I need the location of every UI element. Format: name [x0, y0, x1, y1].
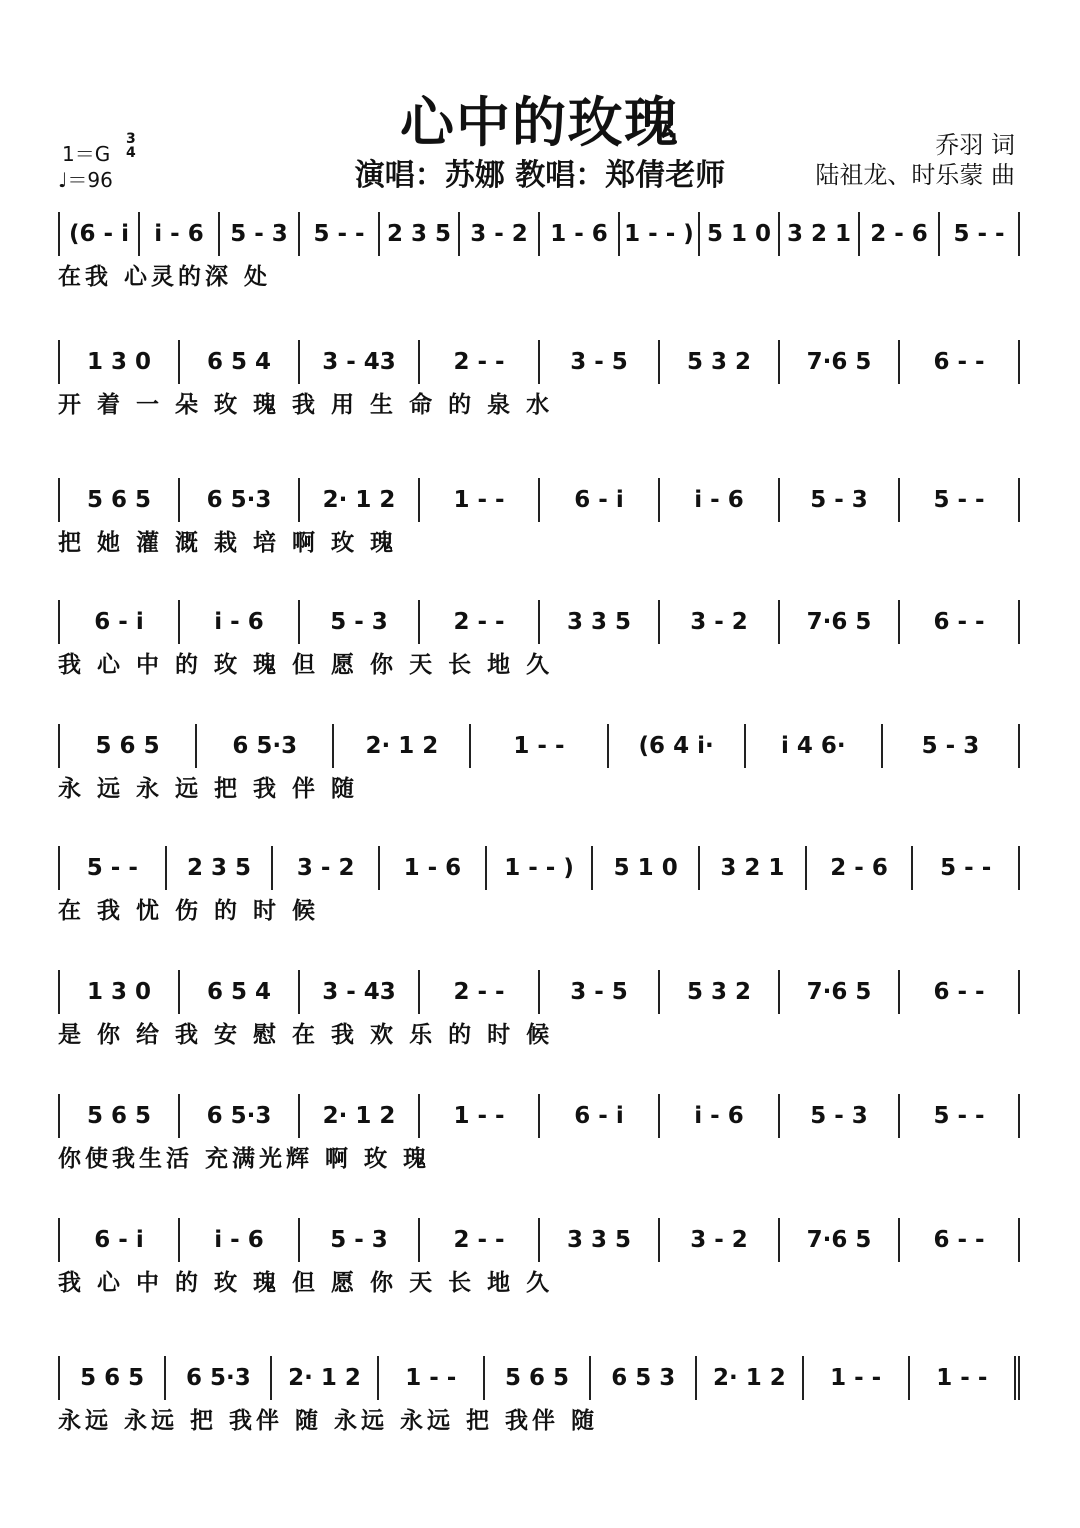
measure-notes: 1 - - — [453, 1103, 505, 1129]
measure-notes: 5 6 5 — [80, 1365, 145, 1391]
measure — [940, 212, 1020, 256]
performers-line: 演唱：苏娜 教唱：郑倩老师 — [354, 158, 726, 193]
measure-notes: 7·6 5 — [806, 979, 872, 1005]
measure-notes: 2 - 6 — [870, 221, 928, 247]
measure — [420, 478, 540, 522]
measure — [540, 212, 620, 256]
notation-system — [0, 340, 1080, 430]
measure-notes: 2 - 6 — [830, 855, 888, 881]
measure — [540, 478, 660, 522]
measure — [660, 1218, 780, 1262]
measure — [746, 724, 883, 768]
measure — [58, 1218, 180, 1262]
measure-notes: 5 - 3 — [330, 1227, 388, 1253]
measure-notes: 3 2 1 — [786, 221, 852, 247]
measure-notes: 5 - - — [86, 855, 138, 881]
lyrics-row: 永 远 永 远 把 我 伴 随 — [58, 776, 359, 802]
notes-row — [58, 1094, 1020, 1138]
measure-notes: 5 - 3 — [921, 733, 980, 759]
lyrics-row: 我 心 中 的 玫 瑰 但 愿 你 天 长 地 久 — [58, 652, 554, 678]
lyrics-row: 我 心 中 的 玫 瑰 但 愿 你 天 长 地 久 — [58, 1270, 554, 1296]
measure-notes: 6 5·3 — [185, 1365, 251, 1391]
notation-system — [0, 1218, 1080, 1308]
measure — [300, 1094, 420, 1138]
measure-notes: i - 6 — [694, 1103, 744, 1129]
notation-system — [0, 846, 1080, 936]
notation-system — [0, 724, 1080, 814]
lyrics-row: 在 我 忧 伤 的 时 候 — [58, 898, 320, 924]
measure — [420, 340, 540, 384]
measure — [300, 478, 420, 522]
measure-notes: 3 3 5 — [566, 609, 632, 635]
measure — [900, 1094, 1020, 1138]
measure — [540, 340, 660, 384]
measure-notes: 5 - - — [940, 855, 992, 881]
measure-notes: 5 - - — [313, 221, 365, 247]
measure — [620, 212, 700, 256]
notation-system — [0, 212, 1080, 302]
measure-notes: 5 6 5 — [504, 1365, 569, 1391]
measure-notes: 5 - - — [953, 221, 1005, 247]
measure — [180, 1218, 300, 1262]
time-signature — [126, 132, 136, 160]
measure — [180, 478, 300, 522]
measure-notes: 7·6 5 — [806, 1227, 872, 1253]
measure-notes: 7·6 5 — [806, 349, 872, 375]
measure — [900, 1218, 1020, 1262]
measure — [540, 970, 660, 1014]
measure — [300, 970, 420, 1014]
measure — [807, 846, 914, 890]
lyrics-row: 把 她 灌 溉 栽 培 啊 玫 瑰 — [58, 530, 398, 556]
measure-notes: 2 3 5 — [386, 221, 452, 247]
measure — [900, 478, 1020, 522]
measure — [540, 600, 660, 644]
measure-notes: 3 - 2 — [690, 1227, 748, 1253]
notation-system — [0, 1094, 1080, 1184]
notes-row — [58, 846, 1020, 890]
notes-row — [58, 340, 1020, 384]
measure-notes: 6 5 4 — [206, 349, 272, 375]
notes-row — [58, 600, 1020, 644]
measure — [273, 846, 380, 890]
measure-notes: 6 5·3 — [232, 733, 298, 759]
measure-notes: 2 - - — [453, 349, 505, 375]
measure-notes: 3 - 43 — [322, 979, 396, 1005]
lyrics-row: 在我 心灵的深 处 — [58, 264, 272, 290]
measure-notes: i 4 6· — [780, 733, 846, 759]
measure — [300, 340, 420, 384]
measure — [58, 478, 180, 522]
measure-notes: 5 1 0 — [706, 221, 772, 247]
measure — [471, 724, 608, 768]
measure-notes: 6 5·3 — [206, 487, 272, 513]
measure-notes: 6 - i — [574, 487, 624, 513]
measure-notes: 1 - - — [830, 1365, 882, 1391]
measure-notes: 3 - 2 — [470, 221, 528, 247]
measure — [58, 724, 197, 768]
measure-notes: 3 - 5 — [570, 349, 628, 375]
measure-notes: (6 - i — [69, 221, 129, 247]
measure-notes: i - 6 — [694, 487, 744, 513]
measure — [180, 600, 300, 644]
measure — [660, 600, 780, 644]
measure — [380, 846, 487, 890]
measure-notes: 2· 1 2 — [322, 487, 396, 513]
measure — [780, 212, 860, 256]
measure-notes: 5 - 3 — [230, 221, 288, 247]
measure — [58, 600, 180, 644]
measure — [197, 724, 334, 768]
time-signature-bottom: 4 — [126, 145, 136, 161]
measure — [300, 212, 380, 256]
measure-notes: 6 - - — [933, 1227, 985, 1253]
measure-notes: 3 - 5 — [570, 979, 628, 1005]
measure — [485, 1356, 591, 1400]
measure — [780, 1094, 900, 1138]
measure-notes: 1 - - — [936, 1365, 988, 1391]
measure — [591, 1356, 697, 1400]
measure — [780, 1218, 900, 1262]
measure-notes: 6 - i — [94, 609, 144, 635]
measure-notes: 7·6 5 — [806, 609, 872, 635]
lyrics-row: 你使我生活 充满光辉 啊 玫 瑰 — [58, 1146, 431, 1172]
measure — [660, 1094, 780, 1138]
measure — [58, 970, 180, 1014]
measure — [913, 846, 1020, 890]
lyricist: 乔羽 词 — [935, 131, 1015, 159]
measure — [167, 846, 274, 890]
measure-notes: 3 3 5 — [566, 1227, 632, 1253]
measure-notes: 5 6 5 — [86, 1103, 152, 1129]
credits — [815, 130, 1015, 190]
measure-notes: 1 - - — [453, 487, 505, 513]
measure-notes: 5 6 5 — [95, 733, 160, 759]
measure — [460, 212, 540, 256]
measure — [660, 478, 780, 522]
measure — [180, 340, 300, 384]
measure — [58, 1094, 180, 1138]
measure-notes: 6 - - — [933, 979, 985, 1005]
measure — [780, 340, 900, 384]
measure — [900, 970, 1020, 1014]
measure-notes: 6 5 4 — [206, 979, 272, 1005]
measure-notes: 5 - - — [933, 1103, 985, 1129]
measure — [780, 478, 900, 522]
song-title: 心中的玫瑰 — [400, 91, 680, 154]
tempo-marking: ♩＝96 — [58, 168, 113, 192]
key-text: 1＝G — [62, 142, 111, 166]
time-signature-top: 3 — [126, 131, 136, 147]
measure — [660, 970, 780, 1014]
measure — [380, 212, 460, 256]
measure-notes: 2 - - — [453, 979, 505, 1005]
measure — [660, 340, 780, 384]
measure — [780, 970, 900, 1014]
measure-notes: 5 - 3 — [330, 609, 388, 635]
score-header — [0, 0, 1080, 200]
measure-notes: 5 - 3 — [810, 487, 868, 513]
measure-notes: 1 - 6 — [550, 221, 608, 247]
measure — [379, 1356, 485, 1400]
measure-notes: 5 3 2 — [686, 979, 752, 1005]
notes-row — [58, 1218, 1020, 1262]
measure — [697, 1356, 803, 1400]
measure — [540, 1218, 660, 1262]
measure — [420, 970, 540, 1014]
measure-notes: 2· 1 2 — [322, 1103, 396, 1129]
notes-row — [58, 1356, 1020, 1400]
measure — [540, 1094, 660, 1138]
measure-notes: 5 1 0 — [613, 855, 678, 881]
measure — [300, 600, 420, 644]
measure-notes: 2 3 5 — [186, 855, 252, 881]
notation-system — [0, 478, 1080, 568]
measure-notes: (6 4 i· — [638, 733, 714, 759]
measure-notes: 6 5 3 — [611, 1365, 676, 1391]
measure — [58, 340, 180, 384]
notation-system — [0, 1356, 1080, 1446]
measure — [300, 1218, 420, 1262]
measure-notes: 6 - - — [933, 609, 985, 635]
measure-notes: 1 - - ) — [624, 221, 694, 247]
measure — [58, 212, 140, 256]
measure-notes: 2· 1 2 — [713, 1365, 786, 1391]
measure — [180, 970, 300, 1014]
measure — [420, 600, 540, 644]
measure-notes: 3 2 1 — [720, 855, 785, 881]
measure — [180, 1094, 300, 1138]
measure — [140, 212, 220, 256]
measure-notes: 5 6 5 — [86, 487, 152, 513]
measure — [804, 1356, 910, 1400]
measure — [593, 846, 700, 890]
measure — [883, 724, 1020, 768]
measure — [900, 600, 1020, 644]
lyrics-row: 是 你 给 我 安 慰 在 我 欢 乐 的 时 候 — [58, 1022, 554, 1048]
measure — [780, 600, 900, 644]
measure-notes: 2· 1 2 — [288, 1365, 361, 1391]
measure — [487, 846, 594, 890]
notes-row — [58, 478, 1020, 522]
measure — [420, 1218, 540, 1262]
measure-notes: i - 6 — [214, 1227, 264, 1253]
measure-notes: 1 - 6 — [403, 855, 462, 881]
measure — [58, 1356, 166, 1400]
measure-notes: 6 5·3 — [206, 1103, 272, 1129]
measure-notes: 2 - - — [453, 609, 505, 635]
measure-notes: 3 - 2 — [690, 609, 748, 635]
notes-row — [58, 212, 1020, 256]
measure-notes: 1 - - — [405, 1365, 457, 1391]
measure — [609, 724, 746, 768]
measure-notes: 5 3 2 — [686, 349, 752, 375]
lyrics-row: 开 着 一 朵 玫 瑰 我 用 生 命 的 泉 水 — [58, 392, 554, 418]
measure — [700, 212, 780, 256]
measure-notes: 1 - - — [513, 733, 565, 759]
composer: 陆祖龙、时乐蒙 曲 — [815, 161, 1015, 189]
measure-notes: 2· 1 2 — [365, 733, 439, 759]
measure-notes: 6 - i — [94, 1227, 144, 1253]
measure-notes: 6 - i — [574, 1103, 624, 1129]
measure-notes: i - 6 — [214, 609, 264, 635]
lyrics-row: 永远 永远 把 我伴 随 永远 永远 把 我伴 随 — [58, 1408, 599, 1434]
measure — [910, 1356, 1020, 1400]
measure — [58, 846, 167, 890]
measure-notes: 6 - - — [933, 349, 985, 375]
measure-notes: 3 - 2 — [296, 855, 355, 881]
notation-system — [0, 970, 1080, 1060]
measure-notes: 5 - 3 — [810, 1103, 868, 1129]
measure-notes: 5 - - — [933, 487, 985, 513]
measure-notes: 1 - - ) — [504, 855, 574, 881]
measure-notes: 1 3 0 — [86, 979, 152, 1005]
notes-row — [58, 724, 1020, 768]
measure — [700, 846, 807, 890]
measure — [420, 1094, 540, 1138]
measure-notes: i - 6 — [154, 221, 204, 247]
measure-notes: 2 - - — [453, 1227, 505, 1253]
measure — [272, 1356, 378, 1400]
measure-notes: 1 3 0 — [86, 349, 152, 375]
key-signature — [62, 131, 136, 167]
measure — [220, 212, 300, 256]
measure — [334, 724, 471, 768]
measure — [166, 1356, 272, 1400]
notes-row — [58, 970, 1020, 1014]
notation-system — [0, 600, 1080, 690]
measure-notes: 3 - 43 — [322, 349, 396, 375]
measure — [860, 212, 940, 256]
measure — [900, 340, 1020, 384]
